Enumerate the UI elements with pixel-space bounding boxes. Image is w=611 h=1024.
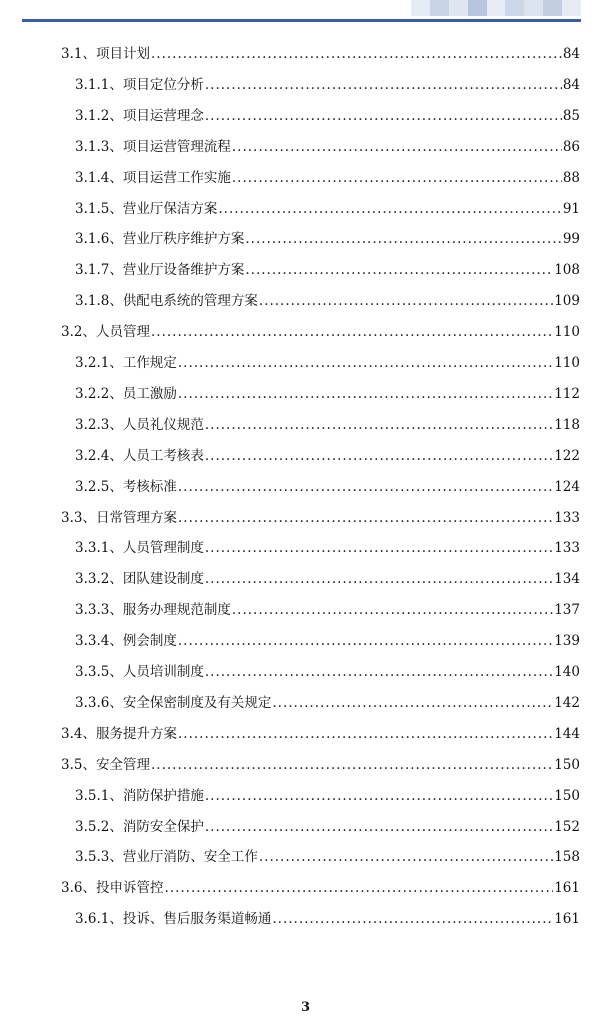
toc-section-entry[interactable] <box>61 755 580 775</box>
toc-entry-page: 84 <box>562 46 580 62</box>
toc-entry-page: 150 <box>554 756 580 773</box>
toc-dot-leader <box>205 569 553 589</box>
header-pattern-block <box>487 0 506 16</box>
toc-dot-leader <box>232 600 553 620</box>
toc-subsection-entry[interactable] <box>75 477 580 497</box>
toc-dot-leader <box>205 662 553 682</box>
toc-entry-page: 91 <box>562 200 580 217</box>
toc-entry-title: 3.2、人员管理 <box>61 324 150 341</box>
toc-dot-leader <box>178 353 553 373</box>
toc-entry-title: 3.3.5、人员培训制度 <box>75 664 204 680</box>
toc-dot-leader <box>272 909 553 929</box>
toc-dot-leader <box>272 693 553 713</box>
toc-entry-title: 3.4、服务提升方案 <box>61 725 177 742</box>
toc-entry-page: 133 <box>554 540 580 557</box>
toc-entry-title: 3.1、项目计划 <box>61 46 150 62</box>
toc-subsection-entry[interactable] <box>75 384 580 404</box>
toc-entry-title: 3.6、投申诉管控 <box>61 880 164 897</box>
toc-entry-page: 124 <box>554 478 580 495</box>
toc-subsection-entry[interactable] <box>75 229 580 249</box>
toc-dot-leader <box>245 229 561 249</box>
page-number: 3 <box>300 1000 311 1015</box>
toc-entry-page: 133 <box>554 509 580 526</box>
toc-entry-title: 3.3.2、团队建设制度 <box>75 571 204 588</box>
toc-entry-title: 3.5.2、消防安全保护 <box>75 818 204 835</box>
header-pattern-block <box>505 0 524 16</box>
toc-dot-leader <box>205 817 553 837</box>
header-pattern-block <box>411 0 430 16</box>
toc-subsection-entry[interactable] <box>75 353 580 373</box>
toc-entry-title: 3.2.4、人员工考核表 <box>75 447 204 464</box>
toc-section-entry[interactable] <box>61 878 580 898</box>
toc-entry-title: 3.1.1、项目定位分析 <box>75 76 204 93</box>
toc-entry-page: 122 <box>554 447 580 464</box>
toc-entry-title: 3.5.3、营业厅消防、安全工作 <box>75 849 258 866</box>
header-pattern-block <box>430 0 449 16</box>
toc-subsection-entry[interactable] <box>75 291 580 311</box>
toc-dot-leader <box>151 44 562 64</box>
toc-entry-page: 110 <box>554 324 580 341</box>
toc-entry-title: 3.2.1、工作规定 <box>75 355 177 371</box>
toc-subsection-entry[interactable] <box>75 662 580 682</box>
toc-entry-page: 86 <box>562 138 580 155</box>
toc-entry-title: 3.1.4、项目运营工作实施 <box>75 169 231 186</box>
toc-entry-page: 137 <box>554 602 580 619</box>
toc-entry-title: 3.3.6、安全保密制度及有关规定 <box>75 694 272 711</box>
toc-entry-title: 3.1.8、供配电系统的管理方案 <box>75 293 258 310</box>
toc-dot-leader <box>259 291 553 311</box>
toc-entry-page: 84 <box>562 76 580 93</box>
header-pattern-block <box>468 0 487 16</box>
toc-entry-title: 3.6.1、投诉、售后服务渠道畅通 <box>75 911 272 928</box>
toc-entry-page: 142 <box>554 694 580 711</box>
toc-dot-leader <box>232 137 562 157</box>
toc-entry-title: 3.1.5、营业厅保洁方案 <box>75 200 218 217</box>
toc-entry-page: 161 <box>554 880 580 897</box>
toc-dot-leader <box>178 384 553 404</box>
page-header <box>0 0 611 22</box>
toc-dot-leader <box>205 538 553 558</box>
toc-dot-leader <box>232 168 562 188</box>
toc-subsection-entry[interactable] <box>75 538 580 558</box>
toc-entry-page: 140 <box>554 664 580 680</box>
toc-dot-leader <box>245 260 553 280</box>
toc-entry-page: 144 <box>554 725 580 742</box>
toc-section-entry[interactable] <box>61 322 580 342</box>
toc-entry-title: 3.2.3、人员礼仪规范 <box>75 416 204 433</box>
toc-dot-leader <box>151 755 553 775</box>
toc-subsection-entry[interactable] <box>75 199 580 219</box>
toc-subsection-entry[interactable] <box>75 446 580 466</box>
toc-subsection-entry[interactable] <box>75 106 580 126</box>
toc-entry-title: 3.2.5、考核标准 <box>75 478 177 495</box>
toc-dot-leader <box>205 106 562 126</box>
toc-entry-page: 88 <box>562 169 580 186</box>
toc-entry-title: 3.3、日常管理方案 <box>61 509 177 526</box>
toc-entry-title: 3.2.2、员工激励 <box>75 385 177 402</box>
toc-entry-page: 110 <box>554 355 580 371</box>
header-pattern-block <box>524 0 543 16</box>
toc-entry-title: 3.3.1、人员管理制度 <box>75 540 204 557</box>
toc-subsection-entry[interactable] <box>75 415 580 435</box>
toc-entry-title: 3.1.2、项目运营理念 <box>75 107 204 124</box>
toc-subsection-entry[interactable] <box>75 909 580 929</box>
toc-entry-title: 3.5.1、消防保护措施 <box>75 787 204 804</box>
toc-entry-title: 3.1.6、营业厅秩序维护方案 <box>75 231 245 248</box>
toc-section-entry[interactable] <box>61 724 580 744</box>
toc-dot-leader <box>151 322 553 342</box>
toc-entry-title: 3.3.3、服务办理规范制度 <box>75 602 231 619</box>
toc-subsection-entry[interactable] <box>75 600 580 620</box>
toc-entry-page: 109 <box>554 293 580 310</box>
header-pattern-block <box>562 0 581 16</box>
toc-subsection-entry[interactable] <box>75 569 580 589</box>
toc-dot-leader <box>178 724 553 744</box>
header-pattern-block <box>449 0 468 16</box>
toc-dot-leader <box>259 847 553 867</box>
toc-subsection-entry[interactable] <box>75 817 580 837</box>
toc-subsection-entry[interactable] <box>75 847 580 867</box>
toc-subsection-entry[interactable] <box>75 693 580 713</box>
toc-subsection-entry[interactable] <box>75 168 580 188</box>
toc-entry-page: 139 <box>554 633 580 650</box>
toc-entry-page: 134 <box>554 571 580 588</box>
header-decoration <box>411 0 581 16</box>
toc-section-entry[interactable] <box>61 508 580 528</box>
toc-entry-page: 112 <box>554 385 580 402</box>
toc-entry-page: 118 <box>554 416 580 433</box>
toc-subsection-entry[interactable] <box>75 786 580 806</box>
toc-subsection-entry[interactable] <box>75 260 580 280</box>
toc-entry-page: 99 <box>562 231 580 248</box>
toc-entry-page: 85 <box>562 107 580 124</box>
toc-entry-title: 3.1.3、项目运营管理流程 <box>75 138 231 155</box>
toc-dot-leader <box>178 477 553 497</box>
toc-dot-leader <box>205 75 562 95</box>
toc-entry-page: 150 <box>554 787 580 804</box>
header-pattern-block <box>543 0 562 16</box>
toc-entry-title: 3.3.4、例会制度 <box>75 633 177 650</box>
toc-section-entry[interactable] <box>61 44 580 64</box>
toc-dot-leader <box>218 199 561 219</box>
toc-dot-leader <box>205 446 553 466</box>
toc-entry-title: 3.1.7、营业厅设备维护方案 <box>75 262 245 279</box>
toc-entry-page: 108 <box>554 262 580 279</box>
toc-dot-leader <box>164 878 553 898</box>
toc-entry-page: 152 <box>554 818 580 835</box>
toc-subsection-entry[interactable] <box>75 137 580 157</box>
toc-subsection-entry[interactable] <box>75 631 580 651</box>
toc-entry-page: 158 <box>554 849 580 866</box>
toc-dot-leader <box>178 631 553 651</box>
toc-dot-leader <box>205 415 553 435</box>
toc-subsection-entry[interactable] <box>75 75 580 95</box>
toc-dot-leader <box>178 508 553 528</box>
toc-dot-leader <box>205 786 553 806</box>
header-rule <box>22 19 581 22</box>
toc-entry-page: 161 <box>554 911 580 928</box>
toc-entry-title: 3.5、安全管理 <box>61 756 150 773</box>
